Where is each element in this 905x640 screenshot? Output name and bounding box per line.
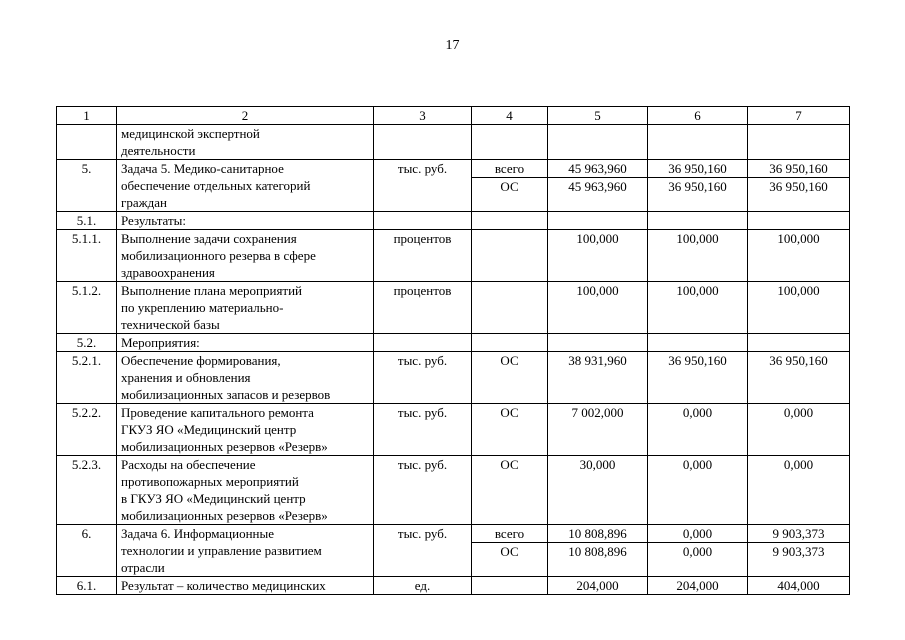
value-cell-7 [748, 456, 850, 525]
cell-value: 45 963,960 [548, 160, 647, 178]
cell-value: 36 950,160 [648, 160, 747, 178]
description-line: технической базы [121, 317, 220, 332]
description-cell [117, 230, 374, 282]
cell-value: 100,000 [576, 231, 619, 246]
row-number-cell: 5.1. [57, 212, 117, 230]
unit-cell: тыс. руб. [374, 456, 472, 525]
source-cell [472, 125, 548, 160]
value-cell-6 [648, 160, 748, 212]
header-cell: 5 [548, 107, 648, 125]
source-cell [472, 230, 548, 282]
header-cell: 1 [57, 107, 117, 125]
cell-value: 0,000 [682, 544, 713, 559]
value-cell-5 [548, 334, 648, 352]
description-cell [117, 160, 374, 212]
cell-value: 0,000 [682, 405, 713, 420]
description-line: хранения и обновления [121, 370, 251, 385]
cell-value: ОС [500, 544, 519, 559]
description-line: по укреплению материально- [121, 300, 284, 315]
unit-cell: тыс. руб. [374, 352, 472, 404]
value-cell-6 [648, 352, 748, 404]
unit-cell: тыс. руб. [374, 404, 472, 456]
source-cell [472, 352, 548, 404]
description-line: Результаты: [121, 213, 186, 228]
value-cell-7 [748, 404, 850, 456]
cell-value: ОС [500, 179, 519, 194]
header-cell: 2 [117, 107, 374, 125]
table-row [57, 352, 850, 404]
description-line: Выполнение плана мероприятий [121, 283, 303, 298]
cell-value: 100,000 [576, 283, 619, 298]
value-cell-5 [548, 404, 648, 456]
value-cell-7 [748, 230, 850, 282]
description-line: граждан [121, 195, 167, 210]
row-number-cell: 5.1.2. [57, 282, 117, 334]
unit-cell [374, 125, 472, 160]
value-cell-7 [748, 352, 850, 404]
cell-value: 36 950,160 [748, 160, 849, 178]
value-cell-7 [748, 525, 850, 577]
table-row [57, 577, 850, 595]
cell-value: 204,000 [576, 578, 619, 593]
cell-value: ОС [500, 405, 519, 420]
description-line: Результат – количество медицинских [121, 578, 326, 593]
source-cell [472, 334, 548, 352]
source-cell [472, 577, 548, 595]
cell-value: 9 903,373 [748, 525, 849, 543]
value-cell-6 [648, 577, 748, 595]
source-cell [472, 160, 548, 212]
unit-cell: тыс. руб. [374, 525, 472, 577]
source-cell [472, 212, 548, 230]
value-cell-7 [748, 577, 850, 595]
description-line: технологии и управление развитием [121, 543, 322, 558]
value-cell-6 [648, 456, 748, 525]
header-cell: 4 [472, 107, 548, 125]
cell-value: 0,000 [648, 525, 747, 543]
row-number-cell: 5. [57, 160, 117, 212]
unit-cell: процентов [374, 282, 472, 334]
value-cell-6 [648, 230, 748, 282]
table-row [57, 160, 850, 212]
row-number-cell: 5.2.1. [57, 352, 117, 404]
unit-cell: тыс. руб. [374, 160, 472, 212]
value-cell-7 [748, 334, 850, 352]
description-line: мобилизационных резервов «Резерв» [121, 508, 328, 523]
description-line: мобилизационного резерва в сфере [121, 248, 316, 263]
description-line: обеспечение отдельных категорий [121, 178, 311, 193]
description-line: Проведение капитального ремонта [121, 405, 314, 420]
description-cell [117, 404, 374, 456]
value-cell-5 [548, 456, 648, 525]
value-cell-5 [548, 352, 648, 404]
table-row [57, 456, 850, 525]
description-line: мобилизационных запасов и резервов [121, 387, 331, 402]
unit-cell: процентов [374, 230, 472, 282]
cell-value: 38 931,960 [568, 353, 627, 368]
value-cell-6 [648, 525, 748, 577]
description-cell [117, 334, 374, 352]
description-cell [117, 525, 374, 577]
cell-value: ОС [500, 353, 519, 368]
budget-table [56, 106, 850, 595]
row-number-cell: 6. [57, 525, 117, 577]
row-number-cell: 5.1.1. [57, 230, 117, 282]
value-cell-5 [548, 525, 648, 577]
page-number: 17 [445, 38, 460, 53]
cell-value: 36 950,160 [769, 179, 828, 194]
cell-value: 10 808,896 [548, 525, 647, 543]
value-cell-6 [648, 212, 748, 230]
description-line: противопожарных мероприятий [121, 474, 299, 489]
table-row [57, 125, 850, 160]
cell-value: 204,000 [676, 578, 719, 593]
header-cell: 3 [374, 107, 472, 125]
row-number-cell: 5.2.2. [57, 404, 117, 456]
value-cell-6 [648, 334, 748, 352]
cell-value: всего [472, 525, 547, 543]
source-cell [472, 282, 548, 334]
table-row [57, 525, 850, 577]
table-row [57, 282, 850, 334]
description-cell [117, 456, 374, 525]
description-line: деятельности [121, 143, 196, 158]
cell-value: 36 950,160 [769, 353, 828, 368]
description-line: Задача 6. Информационные [121, 526, 275, 541]
cell-value: 45 963,960 [568, 179, 627, 194]
value-cell-6 [648, 125, 748, 160]
description-line: отрасли [121, 560, 165, 575]
table-row [57, 230, 850, 282]
value-cell-7 [748, 125, 850, 160]
value-cell-5 [548, 282, 648, 334]
description-cell [117, 125, 374, 160]
description-line: Задача 5. Медико-санитарное [121, 161, 284, 176]
value-cell-7 [748, 282, 850, 334]
cell-value: 100,000 [777, 283, 820, 298]
row-number-cell [57, 125, 117, 160]
value-cell-5 [548, 212, 648, 230]
cell-value: 7 002,000 [571, 405, 624, 420]
header-cell: 7 [748, 107, 850, 125]
value-cell-7 [748, 212, 850, 230]
value-cell-6 [648, 404, 748, 456]
table-row [57, 334, 850, 352]
cell-value: 9 903,373 [772, 544, 825, 559]
row-number-cell: 5.2. [57, 334, 117, 352]
value-cell-5 [548, 230, 648, 282]
description-line: здравоохранения [121, 265, 215, 280]
cell-value: 36 950,160 [668, 353, 727, 368]
cell-value: 100,000 [676, 231, 719, 246]
cell-value: ОС [500, 457, 519, 472]
description-cell [117, 212, 374, 230]
cell-value: 404,000 [777, 578, 820, 593]
cell-value: 0,000 [783, 405, 814, 420]
description-line: Выполнение задачи сохранения [121, 231, 297, 246]
source-cell [472, 525, 548, 577]
header-row [57, 107, 850, 125]
description-line: в ГКУЗ ЯО «Медицинский центр [121, 491, 306, 506]
cell-value: 0,000 [783, 457, 814, 472]
source-cell [472, 456, 548, 525]
unit-cell: ед. [374, 577, 472, 595]
value-cell-7 [748, 160, 850, 212]
description-line: Расходы на обеспечение [121, 457, 256, 472]
value-cell-5 [548, 160, 648, 212]
value-cell-5 [548, 125, 648, 160]
source-cell [472, 404, 548, 456]
row-number-cell: 6.1. [57, 577, 117, 595]
unit-cell [374, 334, 472, 352]
table-row [57, 404, 850, 456]
header-cell: 6 [648, 107, 748, 125]
cell-value: всего [472, 160, 547, 178]
cell-value: 100,000 [777, 231, 820, 246]
value-cell-6 [648, 282, 748, 334]
description-line: Мероприятия: [121, 335, 200, 350]
cell-value: 0,000 [682, 457, 713, 472]
cell-value: 10 808,896 [568, 544, 627, 559]
description-line: Обеспечение формирования, [121, 353, 281, 368]
row-number-cell: 5.2.3. [57, 456, 117, 525]
description-cell [117, 352, 374, 404]
description-cell [117, 282, 374, 334]
table-row [57, 212, 850, 230]
unit-cell [374, 212, 472, 230]
value-cell-5 [548, 577, 648, 595]
description-line: ГКУЗ ЯО «Медицинский центр [121, 422, 297, 437]
description-line: мобилизационных резервов «Резерв» [121, 439, 328, 454]
cell-value: 36 950,160 [668, 179, 727, 194]
cell-value: 30,000 [579, 457, 616, 472]
description-cell [117, 577, 374, 595]
cell-value: 100,000 [676, 283, 719, 298]
description-line: медицинской экспертной [121, 126, 260, 141]
